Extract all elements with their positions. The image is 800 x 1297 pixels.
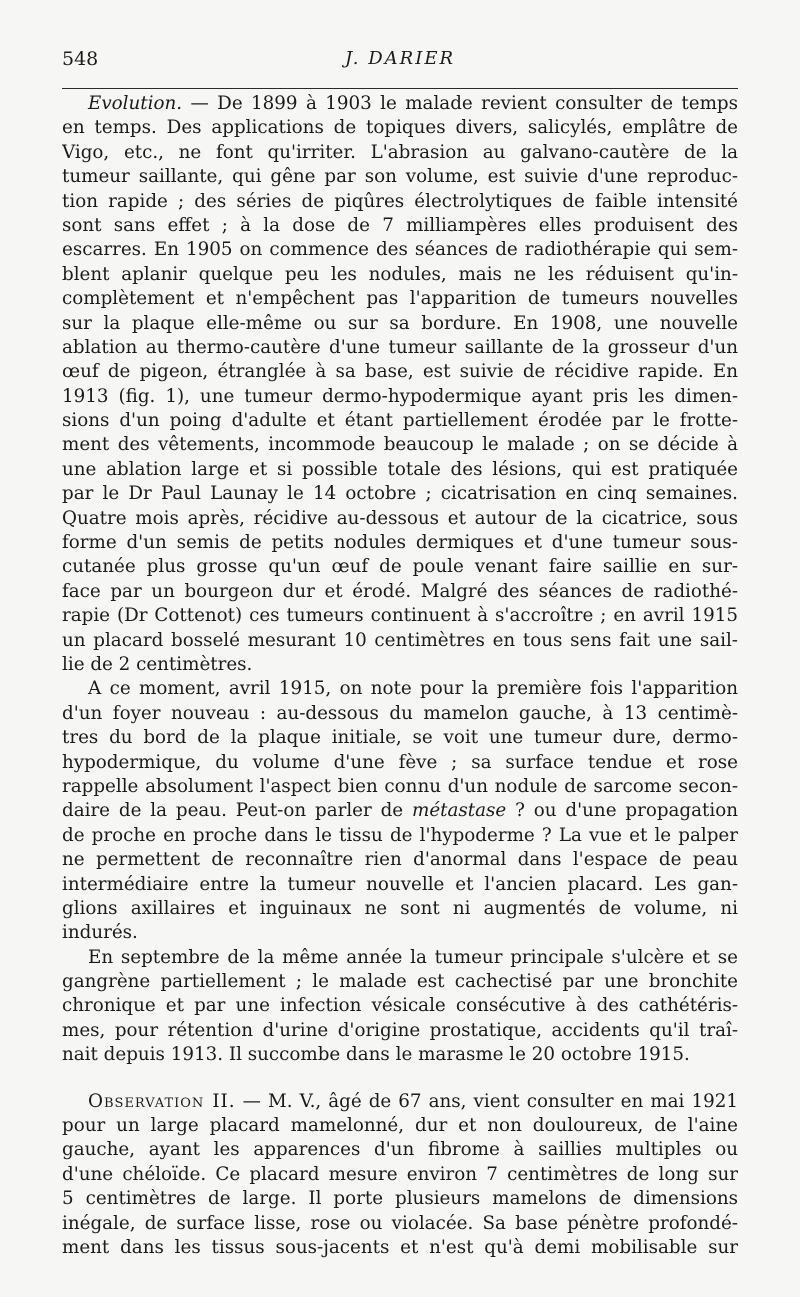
paragraph-line: cutanée plus grosse qu'un œuf de poule venant faire saillie en sur-: [62, 556, 738, 578]
paragraph-line-text: — M. V., âgé de 67 ans, vient consulter en mai 1921: [235, 1090, 738, 1112]
running-head: J. DARIER: [344, 48, 456, 69]
paragraph-line: hypodermique, du volume d'une fève ; sa surface tendue et rose: [62, 751, 738, 773]
observation-label: Observation II.: [88, 1090, 236, 1112]
paragraph-line-text: daire de la peau. Peut-on parler de: [62, 800, 412, 822]
paragraph-line: [62, 1090, 738, 1114]
paragraph-line: tion rapide ; des séries de piqûres électrolytiques de faible intensité: [62, 190, 738, 212]
emphasized-term: métastase: [412, 800, 507, 822]
paragraph-line: chronique et par une infection vésicale consécutive à des cathétéris-: [62, 995, 738, 1017]
paragraph-line: ne permettent de reconnaître rien d'anormal dans l'espace de peau: [62, 849, 738, 871]
paragraph-line: blent aplanir quelque peu les nodules, mais ne les réduisent qu'in-: [62, 263, 738, 285]
page-number: 548: [62, 48, 99, 70]
paragraph-line: face par un bourgeon dur et érodé. Malgré des séances de radiothé-: [62, 580, 738, 602]
page-header: [62, 48, 738, 78]
paragraph-line: mes, pour rétention d'urine d'origine prostatique, accidents qu'il traî-: [62, 1019, 738, 1041]
paragraph-line: 1913 (fig. 1), une tumeur dermo-hypodermique ayant pris les dimen-: [62, 385, 738, 407]
paragraph-line-text: ? ou d'une propagation: [506, 800, 738, 822]
paragraph-line: ment dans les tissus sous-jacents et n'est qu'à demi mobilisable sur: [62, 1236, 738, 1258]
paragraph-line: d'une chéloïde. Ce placard mesure environ 7 centimètres de long sur: [62, 1163, 738, 1185]
paragraph-line: gangrène partiellement ; le malade est cachectisé par une bronchite: [62, 971, 738, 993]
paragraph-line: pour un large placard mamelonné, dur et non douloureux, de l'aine: [62, 1115, 738, 1137]
paragraph-line: par le Dr Paul Launay le 14 octobre ; cicatrisation en cinq semaines.: [62, 483, 738, 505]
paragraph-line: rapie (Dr Cottenot) ces tumeurs continuent à s'accroître ; en avril 1915: [62, 605, 738, 627]
paragraph-line: forme d'un semis de petits nodules dermiques et d'une tumeur sous-: [62, 532, 738, 554]
paragraph-line: indurés.: [62, 922, 138, 944]
paragraph-line: gauche, ayant les apparences d'un fibrome à saillies multiples ou: [62, 1139, 738, 1161]
paragraph-line: intermédiaire entre la tumeur nouvelle et l'ancien placard. Les gan-: [62, 873, 738, 895]
header-rule: [62, 88, 738, 89]
paragraph-line: En septembre de la même année la tumeur principale s'ulcère et se: [88, 946, 738, 968]
paragraph-line: Quatre mois après, récidive au-dessous et autour de la cicatrice, sous: [62, 507, 738, 529]
paragraph-line: un placard bosselé mesurant 10 centimètres en tous sens fait une sail-: [62, 629, 738, 651]
paragraph-line: de proche en proche dans le tissu de l'hypoderme ? La vue et le palper: [62, 824, 738, 846]
paragraph-line: œuf de pigeon, étranglée à sa base, est suivie de récidive rapide. En: [62, 361, 738, 383]
paragraph-line: glions axillaires et inguinaux ne sont ni augmentés de volume, ni: [62, 897, 738, 919]
paragraph-line: une ablation large et si possible totale des lésions, qui est pratiquée: [62, 458, 738, 480]
paragraph-line: complètement et n'empêchent pas l'apparition de tumeurs nouvelles: [62, 288, 738, 310]
paragraph-line: Vigo, etc., ne font qu'irriter. L'abrasion au galvano-cautère de la: [62, 141, 738, 163]
paragraph-line: lie de 2 centimètres.: [62, 653, 253, 675]
paragraph-line: sions d'un poing d'adulte et étant partiellement érodée par le frotte-: [62, 410, 738, 432]
paragraph-line: en temps. Des applications de topiques divers, salicylés, emplâtre de: [62, 117, 738, 139]
paragraph-line: A ce moment, avril 1915, on note pour la première fois l'apparition: [88, 678, 738, 700]
paragraph-line: rappelle absolument l'aspect bien connu d'un nodule de sarcome secon-: [62, 775, 738, 797]
paragraph-line: d'un foyer nouveau : au-dessous du mamelon gauche, à 13 centimè-: [62, 702, 738, 724]
paragraph-line: [62, 799, 738, 823]
paragraph-line: nait depuis 1913. Il succombe dans le marasme le 20 octobre 1915.: [62, 1044, 690, 1066]
paragraph-line: escarres. En 1905 on commence des séances de radiothérapie qui sem-: [62, 239, 738, 261]
body-text: [62, 92, 738, 1260]
paragraph-line: 5 centimètres de large. Il porte plusieurs mamelons de dimensions: [62, 1188, 738, 1210]
paragraph-line: sur la plaque elle-même ou sur sa bordure. En 1908, une nouvelle: [62, 312, 738, 334]
paragraph-line: inégale, de surface lisse, rose ou violacée. Sa base pénètre profondé-: [62, 1212, 738, 1234]
section-label: Evolution.: [88, 93, 183, 114]
paragraph-line: ment des vêtements, incommode beaucoup le malade ; on se décide à: [62, 434, 738, 456]
section-gap: [62, 1068, 738, 1090]
paragraph-line: tumeur saillante, qui gêne par son volume, est suivie d'une reproduc-: [62, 166, 738, 188]
paragraph-line-text: — De 1899 à 1903 le malade revient consulter de temps: [182, 93, 738, 114]
paragraph-line: tres du bord de la plaque initiale, se voit une tumeur dure, dermo-: [62, 727, 738, 749]
paragraph-line: [62, 92, 738, 116]
paragraph-line: ablation au thermo-cautère d'une tumeur saillante de la grosseur d'un: [62, 336, 738, 358]
paragraph-line: sont sans effet ; à la dose de 7 milliampères elles produisent des: [62, 214, 738, 236]
